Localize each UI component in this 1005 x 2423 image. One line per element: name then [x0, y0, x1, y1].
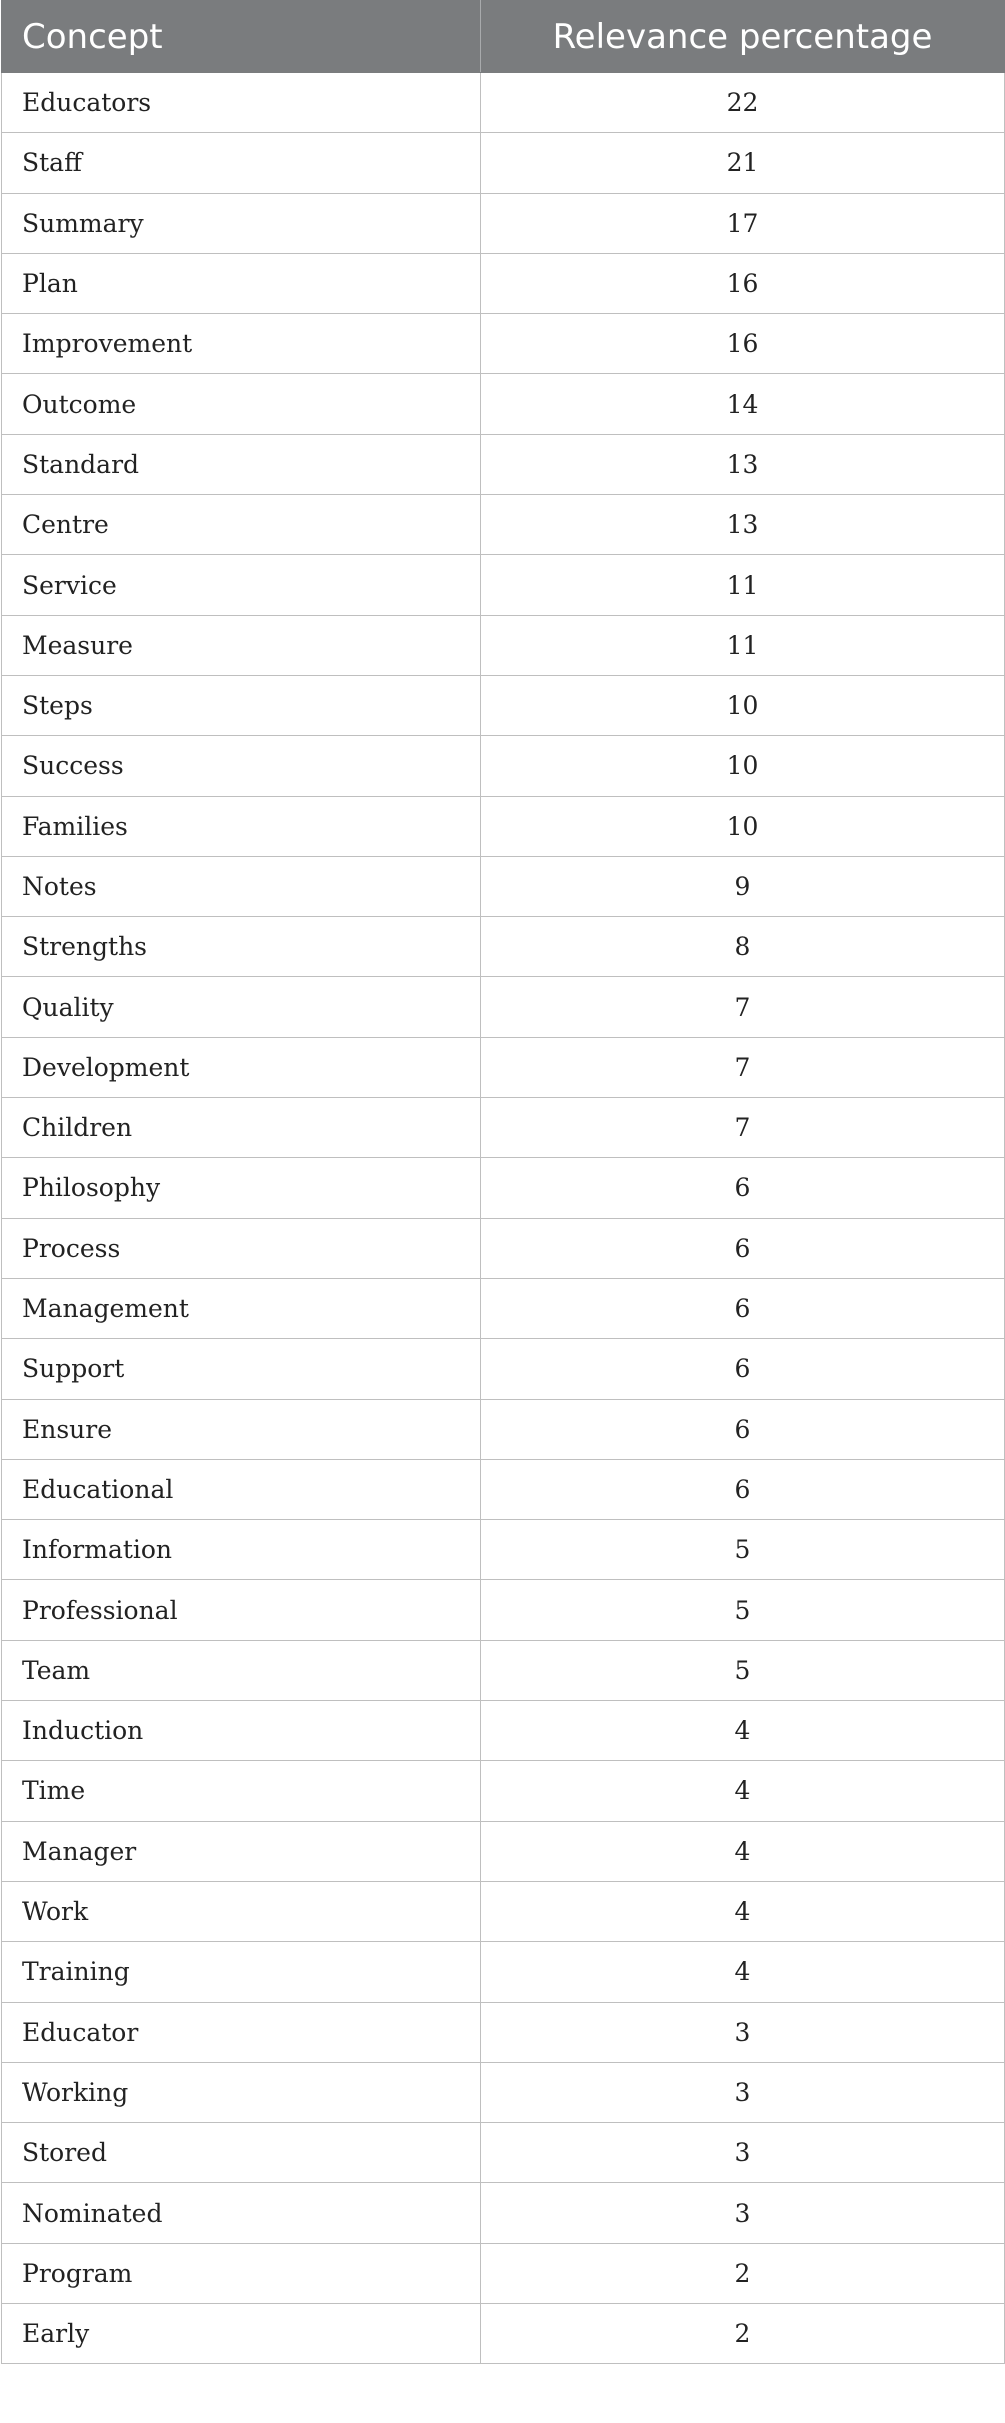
table-row — [2, 1821, 1005, 1881]
relevance-cell: 13 — [481, 434, 1005, 494]
relevance-cell: 6 — [481, 1339, 1005, 1399]
relevance-cell: 2 — [481, 2303, 1005, 2363]
table-row — [2, 1701, 1005, 1761]
relevance-cell: 10 — [481, 675, 1005, 735]
concept-cell: Educational — [2, 1459, 481, 1519]
table-row — [2, 2123, 1005, 2183]
table-row — [2, 977, 1005, 1037]
table-row — [2, 2002, 1005, 2062]
concept-cell: Summary — [2, 193, 481, 253]
concept-cell: Quality — [2, 977, 481, 1037]
concept-cell: Program — [2, 2243, 481, 2303]
relevance-cell: 3 — [481, 2002, 1005, 2062]
table-row — [2, 675, 1005, 735]
table-row — [2, 736, 1005, 796]
relevance-cell: 10 — [481, 736, 1005, 796]
relevance-cell: 4 — [481, 1821, 1005, 1881]
table-row — [2, 2243, 1005, 2303]
column-header-relevance: Relevance percentage — [481, 1, 1005, 73]
table-row — [2, 1942, 1005, 2002]
table-row — [2, 1339, 1005, 1399]
relevance-cell: 4 — [481, 1701, 1005, 1761]
relevance-cell: 3 — [481, 2183, 1005, 2243]
concept-cell: Educator — [2, 2002, 481, 2062]
table-row — [2, 1098, 1005, 1158]
relevance-cell: 6 — [481, 1278, 1005, 1338]
concept-cell: Steps — [2, 675, 481, 735]
concept-cell: Families — [2, 796, 481, 856]
table-row — [2, 1399, 1005, 1459]
concept-cell: Measure — [2, 615, 481, 675]
table-row — [2, 1640, 1005, 1700]
relevance-cell: 5 — [481, 1640, 1005, 1700]
concept-cell: Plan — [2, 253, 481, 313]
table-row — [2, 2183, 1005, 2243]
concept-cell: Information — [2, 1520, 481, 1580]
concept-cell: Philosophy — [2, 1158, 481, 1218]
concept-cell: Educators — [2, 73, 481, 133]
table-row — [2, 1037, 1005, 1097]
relevance-cell: 7 — [481, 977, 1005, 1037]
relevance-cell: 21 — [481, 133, 1005, 193]
table-row — [2, 1158, 1005, 1218]
relevance-cell: 11 — [481, 555, 1005, 615]
header-row — [2, 1, 1005, 73]
relevance-cell: 17 — [481, 193, 1005, 253]
concept-cell: Outcome — [2, 374, 481, 434]
relevance-cell: 5 — [481, 1520, 1005, 1580]
concept-cell: Work — [2, 1881, 481, 1941]
relevance-cell: 9 — [481, 856, 1005, 916]
concept-cell: Nominated — [2, 2183, 481, 2243]
concept-cell: Time — [2, 1761, 481, 1821]
table-row — [2, 495, 1005, 555]
relevance-cell: 8 — [481, 917, 1005, 977]
table-row — [2, 434, 1005, 494]
table-row — [2, 1218, 1005, 1278]
relevance-cell: 3 — [481, 2123, 1005, 2183]
concept-cell: Training — [2, 1942, 481, 2002]
column-header-concept: Concept — [2, 1, 481, 73]
relevance-cell: 4 — [481, 1881, 1005, 1941]
relevance-cell: 6 — [481, 1399, 1005, 1459]
table-row — [2, 1881, 1005, 1941]
concept-cell: Strengths — [2, 917, 481, 977]
concept-cell: Ensure — [2, 1399, 481, 1459]
table-row — [2, 133, 1005, 193]
concept-cell: Working — [2, 2062, 481, 2122]
concept-cell: Induction — [2, 1701, 481, 1761]
concept-cell: Standard — [2, 434, 481, 494]
table-row — [2, 314, 1005, 374]
table-row — [2, 917, 1005, 977]
relevance-cell: 14 — [481, 374, 1005, 434]
table-row — [2, 1459, 1005, 1519]
table-header — [2, 1, 1005, 73]
table-row — [2, 2303, 1005, 2363]
relevance-cell: 22 — [481, 73, 1005, 133]
relevance-cell: 10 — [481, 796, 1005, 856]
relevance-cell: 5 — [481, 1580, 1005, 1640]
table-row — [2, 2062, 1005, 2122]
concept-cell: Improvement — [2, 314, 481, 374]
table-row — [2, 1278, 1005, 1338]
relevance-cell: 16 — [481, 314, 1005, 374]
concept-cell: Development — [2, 1037, 481, 1097]
table-row — [2, 193, 1005, 253]
concept-cell: Manager — [2, 1821, 481, 1881]
table-row — [2, 1761, 1005, 1821]
relevance-cell: 11 — [481, 615, 1005, 675]
table-row — [2, 1520, 1005, 1580]
relevance-cell: 6 — [481, 1459, 1005, 1519]
concept-cell: Support — [2, 1339, 481, 1399]
relevance-cell: 4 — [481, 1761, 1005, 1821]
concept-cell: Success — [2, 736, 481, 796]
table-row — [2, 856, 1005, 916]
concept-cell: Staff — [2, 133, 481, 193]
concept-cell: Professional — [2, 1580, 481, 1640]
relevance-cell: 13 — [481, 495, 1005, 555]
table-body — [2, 73, 1005, 2364]
concept-cell: Team — [2, 1640, 481, 1700]
relevance-cell: 6 — [481, 1218, 1005, 1278]
concept-cell: Centre — [2, 495, 481, 555]
concept-relevance-table — [1, 0, 1005, 2364]
concept-cell: Management — [2, 1278, 481, 1338]
relevance-cell: 6 — [481, 1158, 1005, 1218]
table-row — [2, 253, 1005, 313]
relevance-cell: 4 — [481, 1942, 1005, 2002]
relevance-cell: 3 — [481, 2062, 1005, 2122]
concept-table-container — [1, 0, 1004, 2364]
table-row — [2, 615, 1005, 675]
concept-cell: Early — [2, 2303, 481, 2363]
relevance-cell: 7 — [481, 1037, 1005, 1097]
relevance-cell: 2 — [481, 2243, 1005, 2303]
table-row — [2, 555, 1005, 615]
table-row — [2, 1580, 1005, 1640]
relevance-cell: 7 — [481, 1098, 1005, 1158]
table-row — [2, 374, 1005, 434]
concept-cell: Notes — [2, 856, 481, 916]
concept-cell: Process — [2, 1218, 481, 1278]
relevance-cell: 16 — [481, 253, 1005, 313]
concept-cell: Children — [2, 1098, 481, 1158]
table-row — [2, 796, 1005, 856]
concept-cell: Service — [2, 555, 481, 615]
table-row — [2, 73, 1005, 133]
concept-cell: Stored — [2, 2123, 481, 2183]
